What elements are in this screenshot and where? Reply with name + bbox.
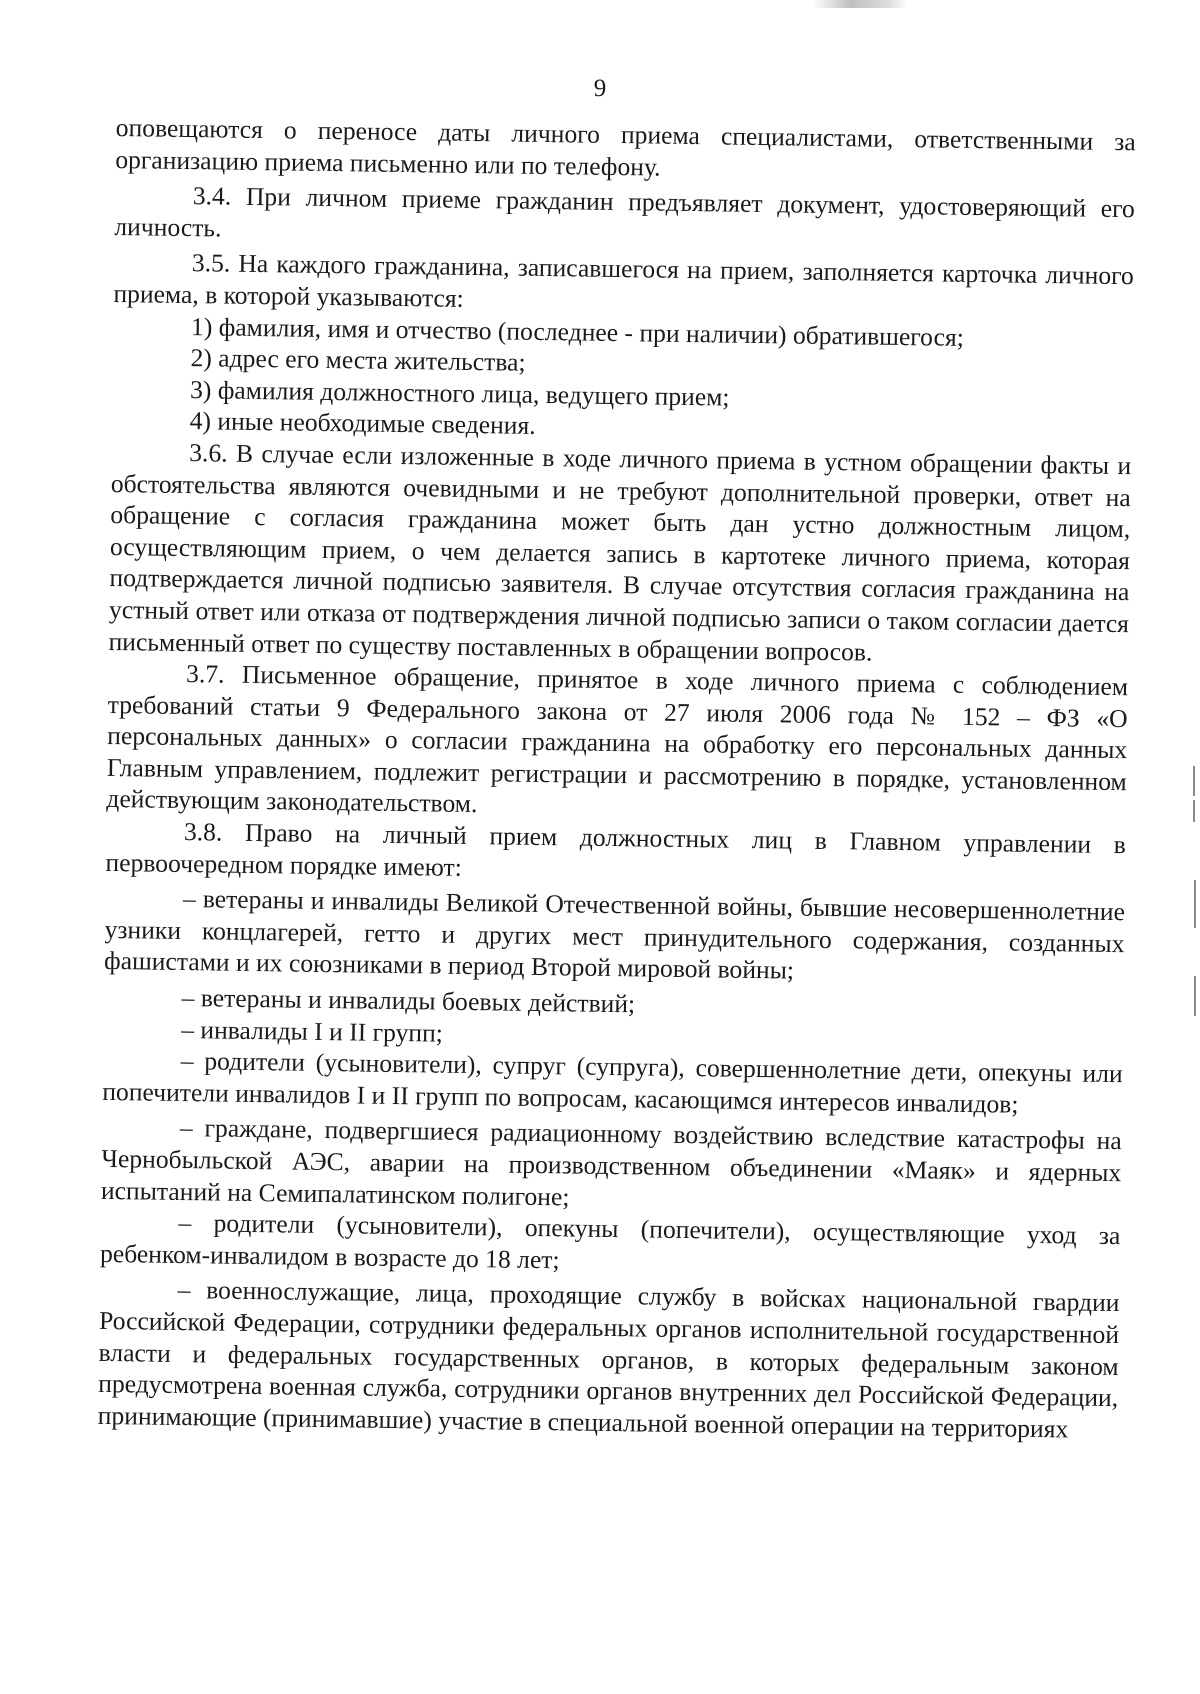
dash-item-disabled-groups: – инвалиды I и II групп; [180, 1014, 444, 1048]
paragraph-3-7: 3.7. Письменное обращение, принятое в ходе личного приема с соблюдением требований статьи 9 Федерального закона от 27 июля 2006 года № 152 – ФЗ «О персональных данных» о согласии гражданина на обработку его персональных данных Главным управлением, подлежит регистрации и рассмотрению в порядке, установленном действующим законодательством. [106, 659, 1129, 819]
list-item-2: 2) адрес его места жительства; [190, 343, 526, 377]
list-item-1: 1) фамилия, имя и отчество (последнее - при наличии) обратившегося; [190, 311, 965, 352]
dash-item-wwii-veterans: – ветераны и инвалиды Великой Отечественной войны, бывшие несовершеннолетние узники концлагерей, гетто и других мест принудительного содержания, созданных фашистами и их союзниками в период Второй мировой войны; [103, 884, 1126, 985]
scan-edge-mark [1193, 766, 1195, 796]
dash-item-military-personnel: – военнослужащие, лица, проходящие службу в войсках национальной гвардии Российской Федерации, сотрудники федеральных органов исполнительной государственной власти и федеральных государственных органов, в которых федеральным законом предусмотрена военная служба, сотрудники органов внутренних дел Российской Федерации, принимающие (принимавшие) участие в специальной военной операции на территориях [97, 1275, 1120, 1444]
scan-edge-mark [1194, 976, 1196, 1016]
list-item-3: 3) фамилия должностного лица, ведущего прием; [189, 374, 730, 412]
scan-edge-mark [1194, 880, 1196, 928]
list-item-4: 4) иные необходимые сведения. [189, 406, 536, 441]
paragraph-3-8: 3.8. Право на личный прием должностных лиц в Главном управлении в первоочередном порядке имеют: [105, 817, 1127, 882]
dash-item-relatives-of-disabled: – родители (усыновители), супруг (супруга), совершеннолетние дети, опекуны или попечители инвалидов I и II групп по вопросам, касающимся интересов инвалидов; [102, 1046, 1123, 1119]
paragraph-3-4: 3.4. При личном приеме гражданин предъявляет документ, удостоверяющий его личность. [114, 181, 1135, 243]
dash-item-radiation-affected: – граждане, подвергшиеся радиационному воздействию вследствие катастрофы на Чернобыльской АЭС, аварии на производственном объединении «Маяк» и ядерных испытаний на Семипалатинском полигоне; [100, 1113, 1122, 1212]
scan-edge-mark [1193, 800, 1195, 822]
scan-smudge [812, 0, 908, 8]
paragraph-3-5: 3.5. На каждого гражданина, записавшегося на прием, заполняется карточка личного приема, в которой указываются: [113, 248, 1135, 313]
paragraph-continuation: оповещаются о переносе даты личного приема специалистами, ответственными за организацию приема письменно или по телефону. [115, 112, 1136, 182]
paragraph-3-6: 3.6. В случае если изложенные в ходе личного приема в устном обращении факты и обстоятельства являются очевидными и не требуют дополнительной проверки, ответ на обращение с согласия гражданина может быть дан устно должностным лицом, осуществляющим прием, о чем делается запись в картотеке личного приема, которая подтверждается личной подписью заявителя. В случае отсутствия согласия гражданина на устный ответ или отказа от подтверждения личной подписью записи о таком согласии дается письменный ответ по существу поставленных в обращении вопросов. [108, 437, 1132, 667]
document-body [98, 112, 1136, 1445]
dash-item-guardians-of-disabled-child: – родители (усыновители), опекуны (попечители), осуществляющие уход за ребенком-инвалидом в возрасте до 18 лет; [99, 1208, 1121, 1275]
page-number: 9 [593, 75, 607, 102]
dash-item-combat-veterans: – ветераны и инвалиды боевых действий; [181, 983, 636, 1019]
